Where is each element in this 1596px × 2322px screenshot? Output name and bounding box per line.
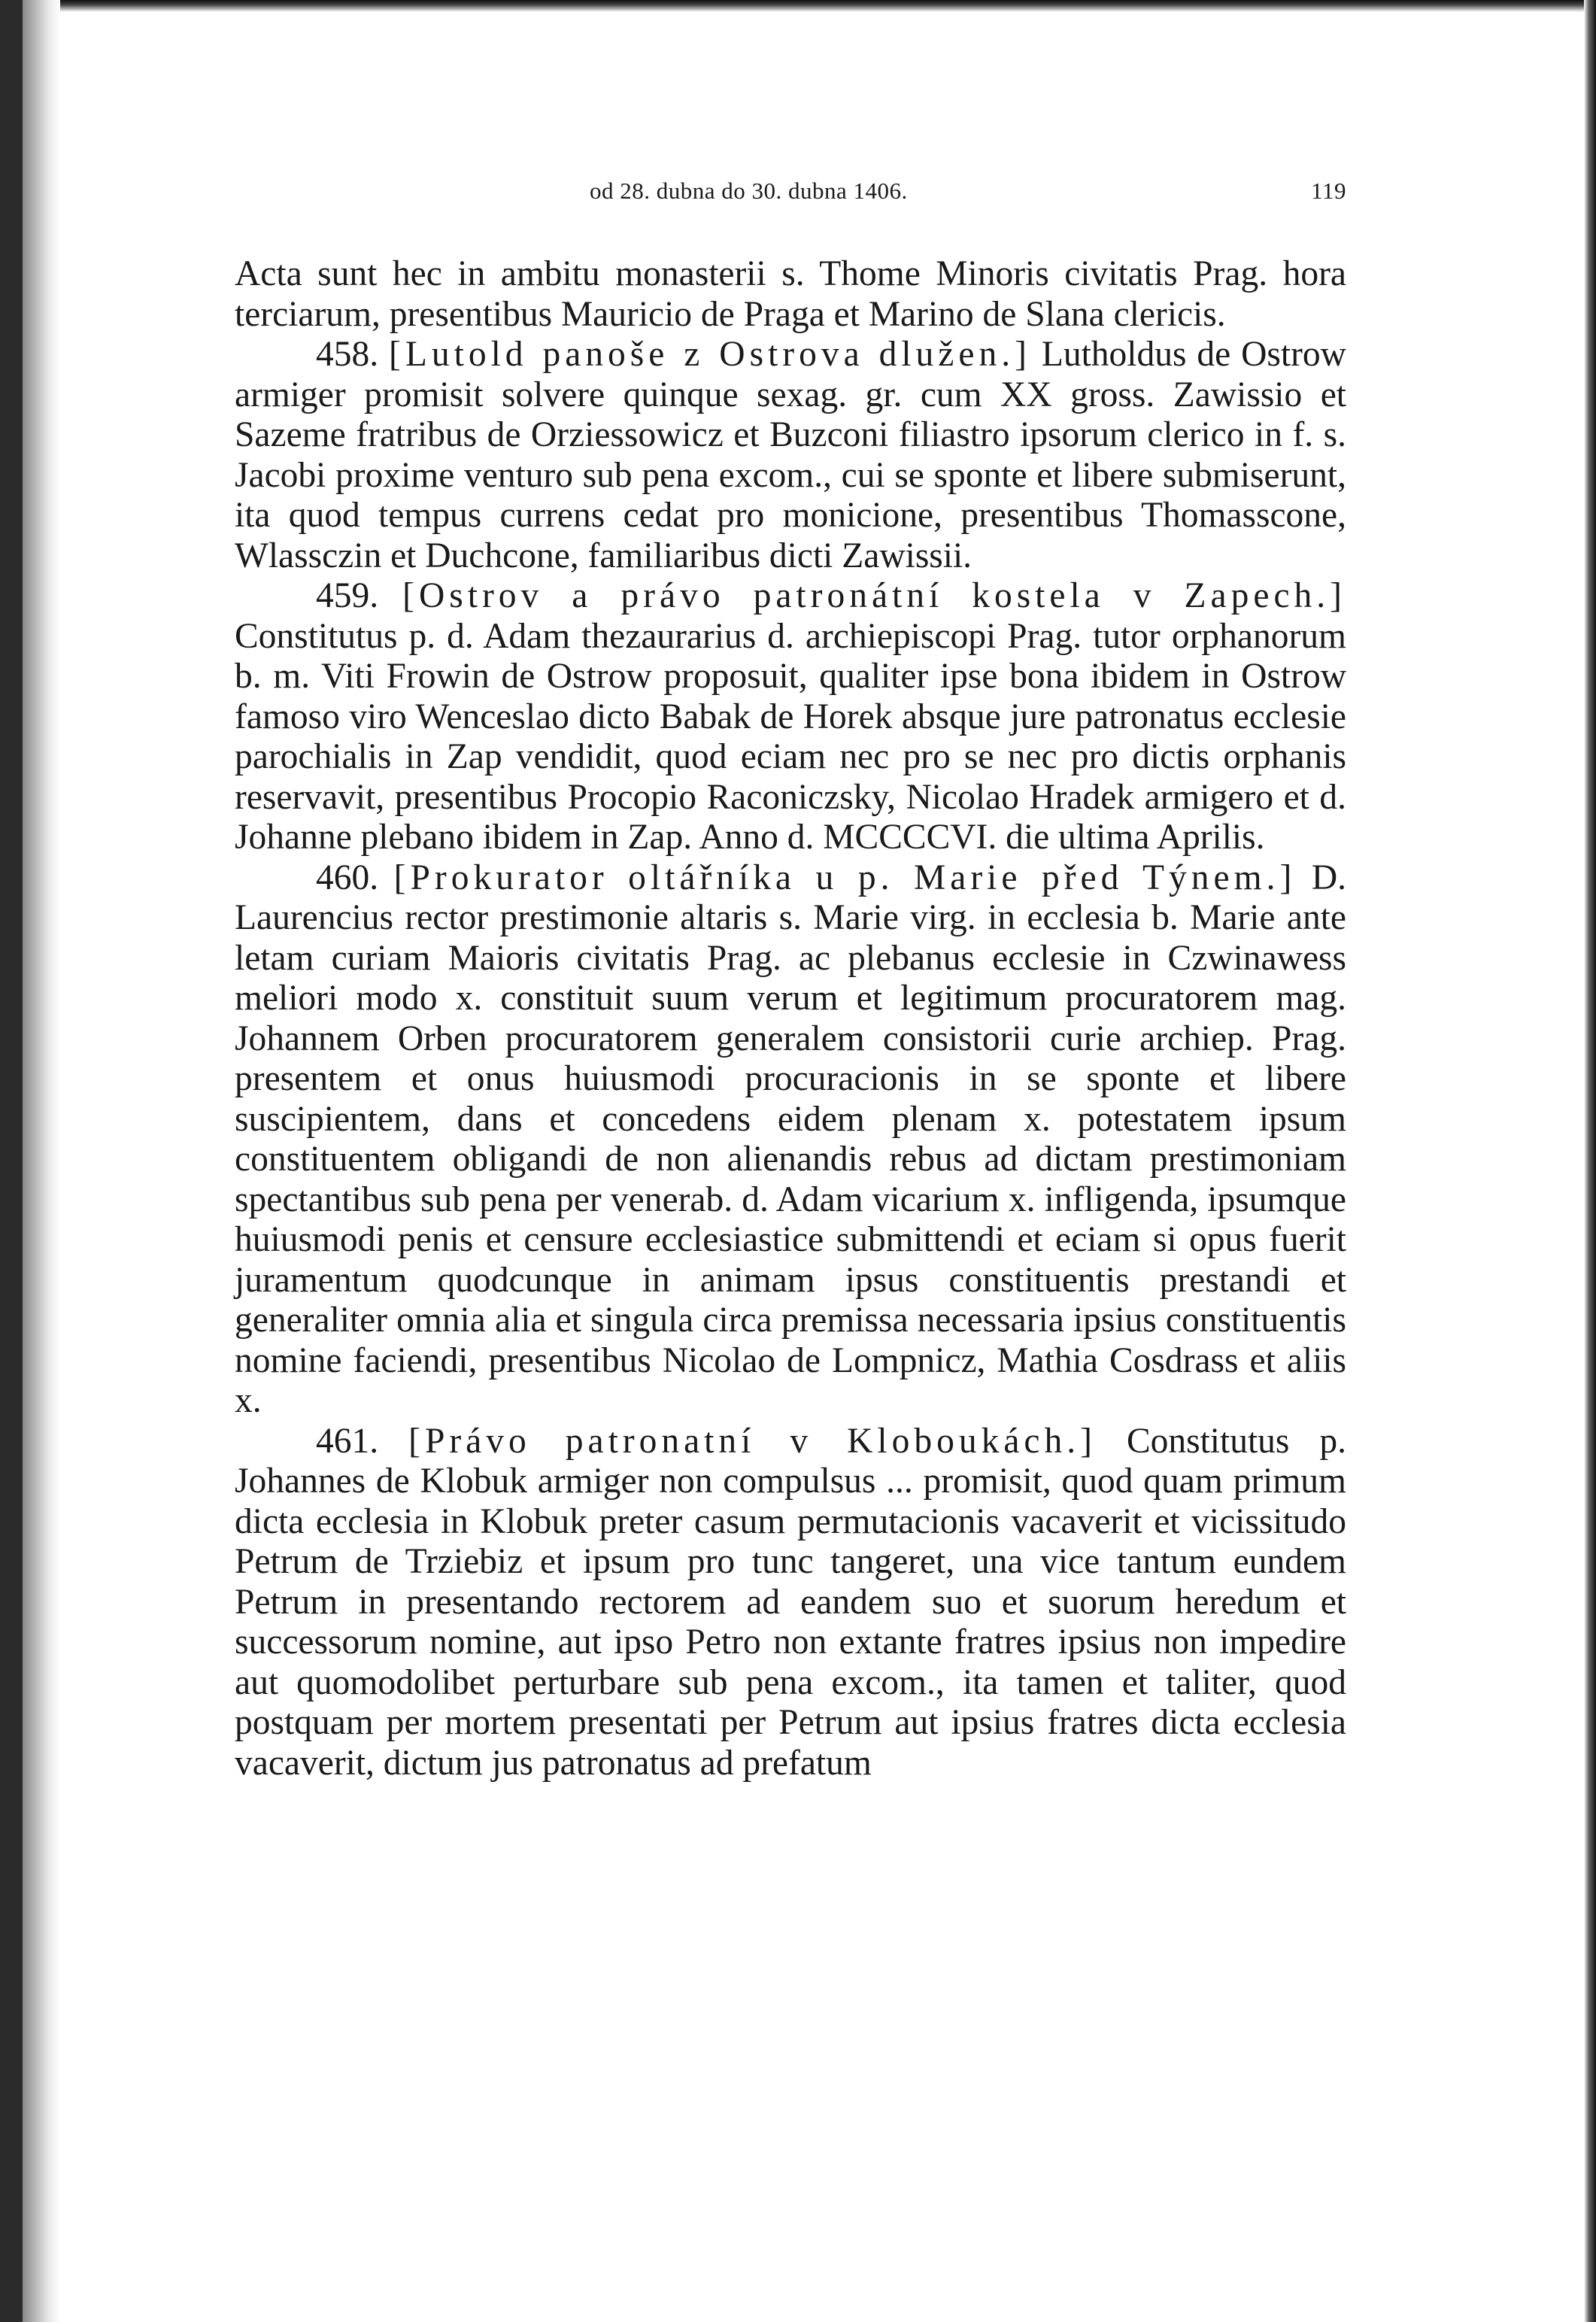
body-text xyxy=(235,254,1346,1783)
entry-text: D. Laurencius rector prestimonie altaris s. Marie virg. in ecclesia b. Marie ante letam curiam Maioris civitatis Prag. ac plebanus ecclesie in Czwinawess meliori modo x. constituit suum verum et legitimum procuratorem mag. Johannem Orben procuratorem generalem consistorii curie archiep. Prag. presentem et onus huiusmodi procuracionis in se sponte et libere suscipientem, dans et concedens eidem plenam x. potestatem ipsum constituentem obligandi de non alienandis rebus ad dictam prestimoniam spectantibus sub pena per venerab. d. Adam vicarium x. infligenda, ipsumque huiusmodi penis et censure ecclesiastice submittendi et eciam si opus fuerit juramentum quodcunque in animam ipsus constituentis prestandi et generaliter omnia alia et singula circa premissa necessaria ipsius constituentis nomine faciendi, presentibus Nicolao de Lompnicz, Mathia Cosdrass et aliis x. xyxy=(235,857,1347,1420)
entry-number: 459. xyxy=(316,576,379,615)
entry-text: Constitutus p. d. Adam thezaurarius d. archiepiscopi Prag. tutor orphanorum b. m. Viti Frowin de Ostrow proposuit, qualiter ipse bona ibidem in Ostrow famoso viro Wenceslao dicto Babak de Horek absque jure patronatus ecclesie parochialis in Zap vendidit, quod eciam nec pro se nec pro dictis orphanis reservavit, presentibus Procopio Raconiczsky, Nicolao Hradek armigero et d. Johanne plebano ibidem in Zap. Anno d. MCCCCVI. die ultima Aprilis. xyxy=(235,616,1346,857)
scan-right-edge xyxy=(1584,0,1596,2322)
entry-text: Lutholdus de Ostrow armiger promisit solvere quinque sexag. gr. cum XX gross. Zawissio et Sazeme fratribus de Orziessowicz et Buzconi filiastro ipsorum clerico in f. s. Jacobi proxime venturo sub pena excom., cui se sponte et libere submiserunt, ita quod tempus currens cedat pro monicione, presentibus Thomasscone, Wlassczin et Duchcone, familiaribus dicti Zawissii. xyxy=(235,335,1346,575)
entry-459 xyxy=(235,576,1346,858)
page-header xyxy=(235,178,1346,208)
entry-461 xyxy=(235,1422,1346,1784)
scan-binding-shadow xyxy=(23,0,60,2322)
scan-left-edge xyxy=(0,0,23,2322)
entry-number: 460. xyxy=(316,857,379,897)
entry-460 xyxy=(235,858,1346,1422)
entry-458 xyxy=(235,335,1346,576)
running-head: od 28. dubna do 30. dubna 1406. xyxy=(590,178,908,204)
entry-title: [Prokurator oltářníka u p. Marie před Týnem.] xyxy=(393,857,1297,897)
entry-title: [Právo patronatní v Kloboukách.] xyxy=(408,1421,1097,1461)
entry-number: 458. xyxy=(316,335,379,374)
paragraph-intro xyxy=(235,254,1346,335)
paragraph-text: Acta sunt hec in ambitu monasterii s. Thome Minoris civitatis Prag. hora terciarum, presentibus Mauricio de Praga et Marino de Slana clericis. xyxy=(235,254,1346,334)
entry-title: [Lutold panoše z Ostrova dlužen.] xyxy=(389,335,1031,374)
entry-text: Constitutus p. Johannes de Klobuk armiger non compulsus ... promisit, quod quam primum dicta ecclesia in Klobuk preter casum permutacionis vacaverit et vicissitudo Petrum de Trziebiz et ipsum pro tunc tangeret, una vice tantum eundem Petrum in presentando rectorem ad eandem suo et suorum heredum et successorum nomine, aut ipso Petro non extante fratres ipsius non impedire aut quomodolibet perturbare sub pena excom., ita tamen et taliter, quod postquam per mortem presentati per Petrum aut ipsius fratres dicta ecclesia vacaverit, dictum jus patronatus ad prefatum xyxy=(235,1421,1346,1783)
page-number: 119 xyxy=(1311,178,1346,204)
scan-top-edge xyxy=(0,0,1596,12)
entry-number: 461. xyxy=(316,1421,379,1461)
entry-title: [Ostrov a právo patronátní kostela v Zapech.] xyxy=(402,576,1346,615)
